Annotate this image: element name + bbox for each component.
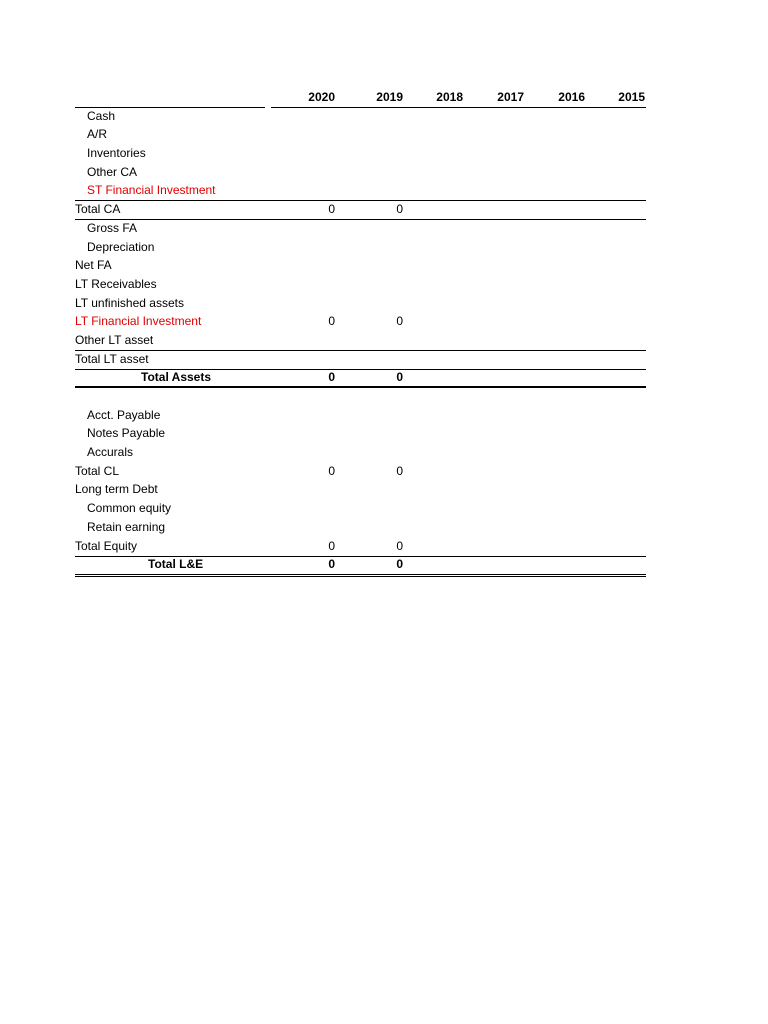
- row-total-lt-asset: [75, 350, 646, 369]
- row-ar: [75, 125, 646, 144]
- row-blank: [75, 387, 646, 406]
- total-assets-2019: 0: [396, 370, 403, 385]
- total-equity-2020: 0: [328, 538, 335, 553]
- row-acct-payable: [75, 406, 646, 425]
- rule-above-total-ca: [75, 200, 646, 201]
- rule-below-total-ca: [75, 219, 646, 220]
- label-lt-receivables: LT Receivables: [75, 276, 157, 291]
- label-total-cl: Total CL: [75, 463, 120, 478]
- label-st-financial-investment: ST Financial Investment: [87, 183, 216, 198]
- total-le-2020: 0: [328, 557, 335, 572]
- header-underline-labels: [75, 107, 265, 108]
- year-2020: 2020: [308, 90, 335, 104]
- row-common-equity: [75, 499, 646, 518]
- total-assets-2020: 0: [328, 370, 335, 385]
- label-gross-fa: Gross FA: [87, 220, 138, 235]
- year-2015: 2015: [618, 90, 645, 104]
- row-total-ca: [75, 200, 646, 219]
- label-total-ca: Total CA: [75, 202, 121, 217]
- total-ca-2020: 0: [328, 202, 335, 217]
- year-2016: 2016: [558, 90, 585, 104]
- label-long-term-debt: Long term Debt: [75, 482, 158, 497]
- row-accruals: [75, 443, 646, 462]
- row-total-cl: [75, 462, 646, 481]
- row-total-assets: [75, 368, 646, 387]
- label-net-fa: Net FA: [75, 258, 112, 273]
- label-total-lt-asset: Total LT asset: [75, 351, 149, 366]
- label-total-le: Total L&E: [148, 557, 204, 572]
- label-notes-payable: Notes Payable: [87, 426, 166, 441]
- rule-above-total-lt: [75, 350, 646, 351]
- row-long-term-debt: [75, 480, 646, 499]
- label-other-lt-asset: Other LT asset: [75, 332, 154, 347]
- header-row: [75, 88, 646, 107]
- row-inventories: [75, 144, 646, 163]
- label-lt-unfinished-assets: LT unfinished assets: [75, 295, 184, 310]
- year-2019: 2019: [376, 90, 403, 104]
- year-2017: 2017: [497, 90, 524, 104]
- total-ca-2019: 0: [396, 202, 403, 217]
- row-gross-fa: [75, 219, 646, 238]
- row-lt-receivables: [75, 275, 646, 294]
- row-total-le: [75, 555, 646, 574]
- rule-below-total-le: [75, 574, 646, 577]
- row-other-lt-asset: [75, 331, 646, 350]
- label-other-ca: Other CA: [87, 164, 138, 179]
- row-lt-unfinished-assets: [75, 294, 646, 313]
- total-equity-2019: 0: [396, 538, 403, 553]
- total-cl-2019: 0: [396, 463, 403, 478]
- row-other-ca: [75, 163, 646, 182]
- row-notes-payable: [75, 424, 646, 443]
- label-total-assets: Total Assets: [141, 370, 212, 385]
- row-retain-earning: [75, 518, 646, 537]
- balance-sheet: [75, 88, 646, 574]
- rule-above-total-assets: [75, 369, 646, 370]
- lt-fin-inv-2020: 0: [328, 314, 335, 329]
- label-inventories: Inventories: [87, 146, 146, 161]
- label-accruals: Accurals: [87, 445, 134, 460]
- lt-fin-inv-2019: 0: [396, 314, 403, 329]
- rule-below-total-assets: [75, 386, 646, 388]
- row-lt-financial-investment: [75, 312, 646, 331]
- row-st-financial-investment: [75, 181, 646, 200]
- year-2018: 2018: [436, 90, 463, 104]
- total-le-2019: 0: [396, 557, 403, 572]
- row-total-equity: [75, 537, 646, 556]
- rule-above-total-le: [75, 556, 646, 557]
- total-cl-2020: 0: [328, 463, 335, 478]
- row-cash: [75, 107, 646, 126]
- row-depreciation: [75, 238, 646, 257]
- label-cash: Cash: [87, 108, 116, 123]
- header-underline-years: [271, 107, 646, 108]
- label-total-equity: Total Equity: [75, 538, 138, 553]
- label-lt-financial-investment: LT Financial Investment: [75, 314, 202, 329]
- label-retain-earning: Retain earning: [87, 519, 166, 534]
- label-depreciation: Depreciation: [87, 239, 155, 254]
- label-common-equity: Common equity: [87, 501, 172, 516]
- label-acct-payable: Acct. Payable: [87, 407, 161, 422]
- row-net-fa: [75, 256, 646, 275]
- label-ar: A/R: [87, 127, 108, 142]
